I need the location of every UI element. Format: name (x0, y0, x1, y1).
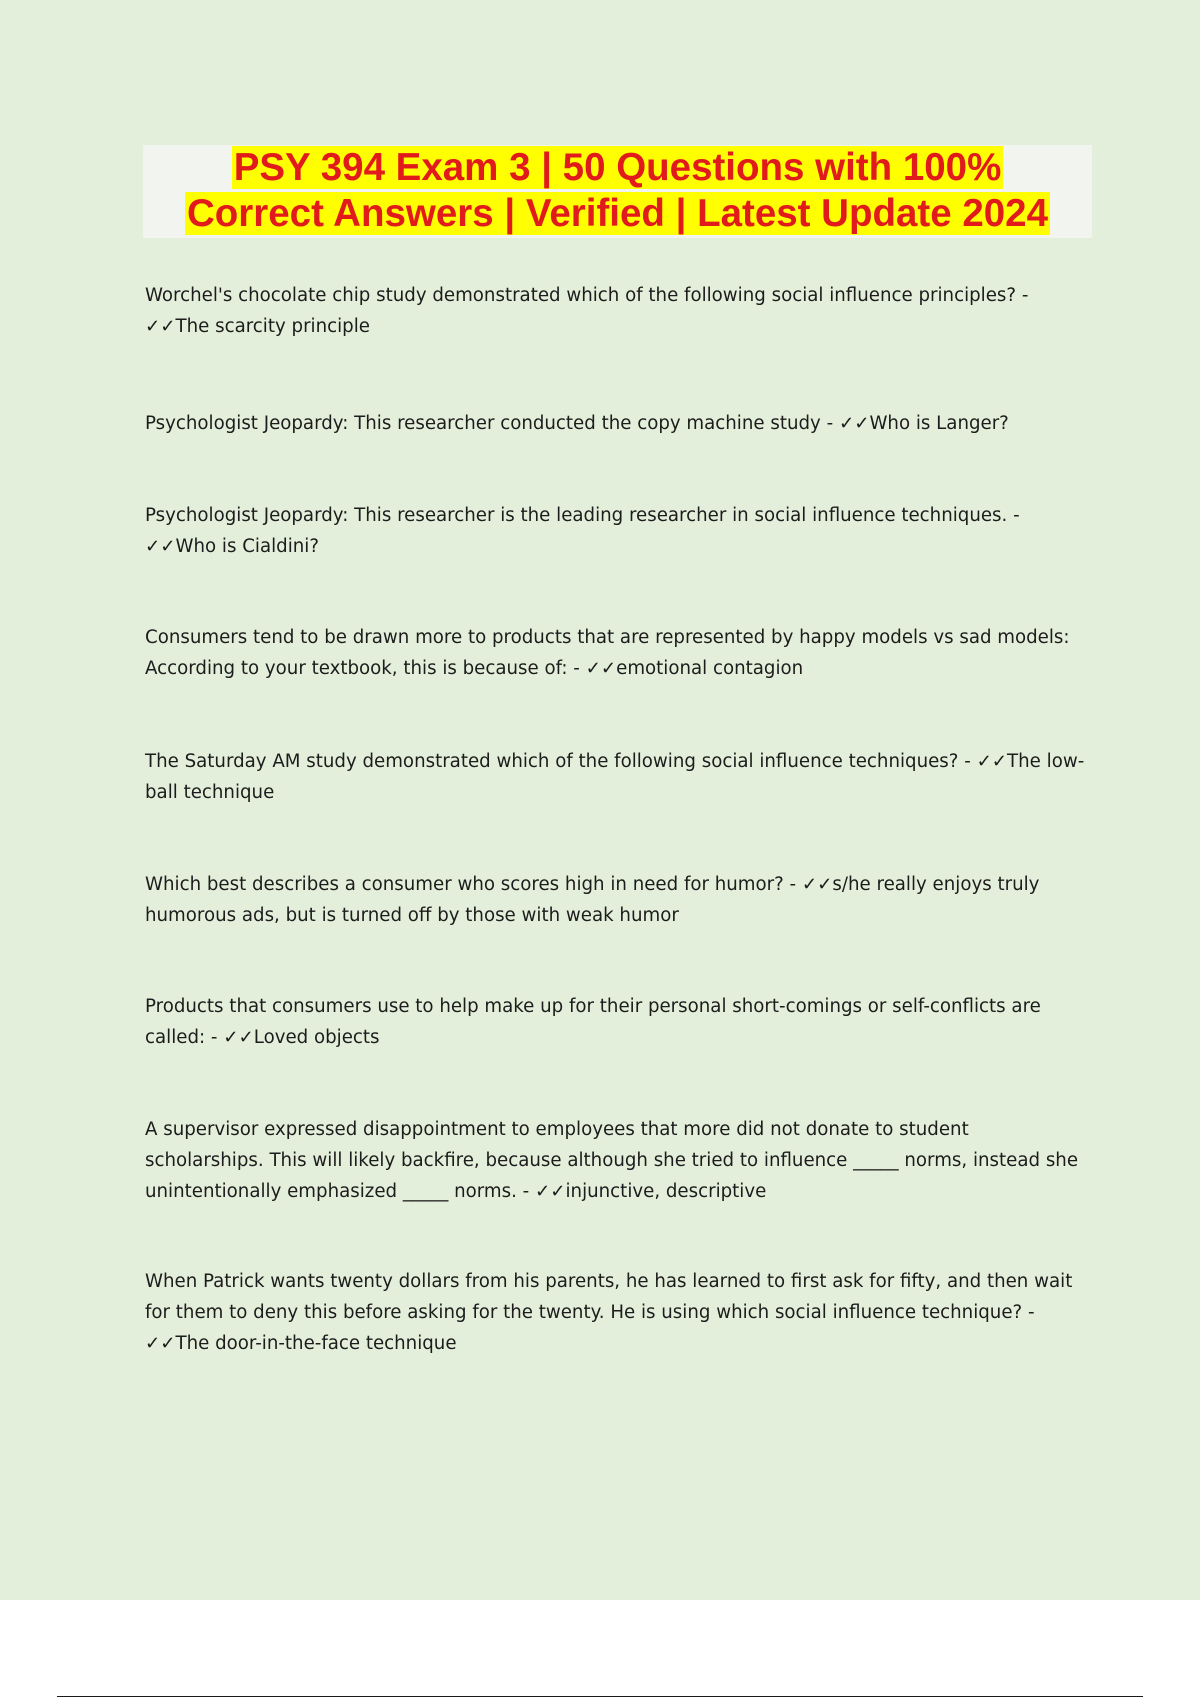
answer-text: injunctive, descriptive (565, 1181, 767, 1202)
qa-item (145, 746, 1090, 808)
title-line-2: Correct Answers | Verified | Latest Update 2024 (186, 192, 1049, 235)
question-text: When Patrick wants twenty dollars from his parents, he has learned to first ask for fifty, and then wait for them to deny this before asking for the twenty. He is using which social influence technique? - (145, 1271, 1073, 1323)
question-text: Which best describes a consumer who scores high in need for humor? - (145, 874, 797, 895)
qa-item (145, 280, 1090, 342)
check-icon: ✓✓ (801, 874, 833, 895)
qa-item (145, 408, 1090, 439)
answer-text: The scarcity principle (175, 316, 370, 337)
qa-item (145, 500, 1090, 562)
qa-item (145, 622, 1090, 684)
check-icon: ✓✓ (145, 1333, 176, 1354)
question-text: A supervisor expressed disappointment to employees that more did not donate to student scholarships. This will likely backfire, because although she tried to influence _____ norms, instead she unintentionally emphasized _____ norms. - (145, 1119, 1079, 1202)
question-text: Worchel's chocolate chip study demonstrated which of the following social influence principles? - (145, 285, 1029, 306)
question-text: Consumers tend to be drawn more to products that are represented by happy models vs sad models: According to your textbook, this is because of: - (145, 627, 1070, 679)
answer-text: s/he really enjoys truly humorous ads, but is turned off by those with weak humor (145, 874, 1040, 926)
check-icon: ✓✓ (976, 751, 1008, 772)
answer-text: Loved objects (253, 1027, 380, 1048)
check-icon: ✓✓ (223, 1027, 254, 1048)
document-title (143, 145, 1092, 238)
answer-text: The low-ball technique (145, 751, 1085, 803)
question-text: Products that consumers use to help make up for their personal short-comings or self-conflicts are called: - (145, 996, 1041, 1048)
answer-text: Who is Cialdini? (175, 536, 319, 557)
question-text: The Saturday AM study demonstrated which of the following social influence techniques? - (145, 751, 971, 772)
check-icon: ✓✓ (535, 1181, 566, 1202)
qa-item (145, 991, 1090, 1053)
qa-item (145, 869, 1090, 931)
question-text: Psychologist Jeopardy: This researcher is the leading researcher in social influence techniques. - (145, 505, 1020, 526)
qa-item (145, 1266, 1090, 1359)
check-icon: ✓✓ (585, 658, 617, 679)
check-icon: ✓✓ (838, 413, 870, 434)
title-line-1: PSY 394 Exam 3 | 50 Questions with 100% (233, 146, 1002, 189)
qa-item (145, 1114, 1090, 1207)
footer-rule (57, 1696, 1143, 1697)
answer-text: emotional contagion (616, 658, 804, 679)
answer-text: Who is Langer? (869, 413, 1009, 434)
answer-text: The door-in-the-face technique (175, 1333, 457, 1354)
question-text: Psychologist Jeopardy: This researcher conducted the copy machine study - (145, 413, 834, 434)
check-icon: ✓✓ (145, 316, 176, 337)
check-icon: ✓✓ (145, 536, 176, 557)
